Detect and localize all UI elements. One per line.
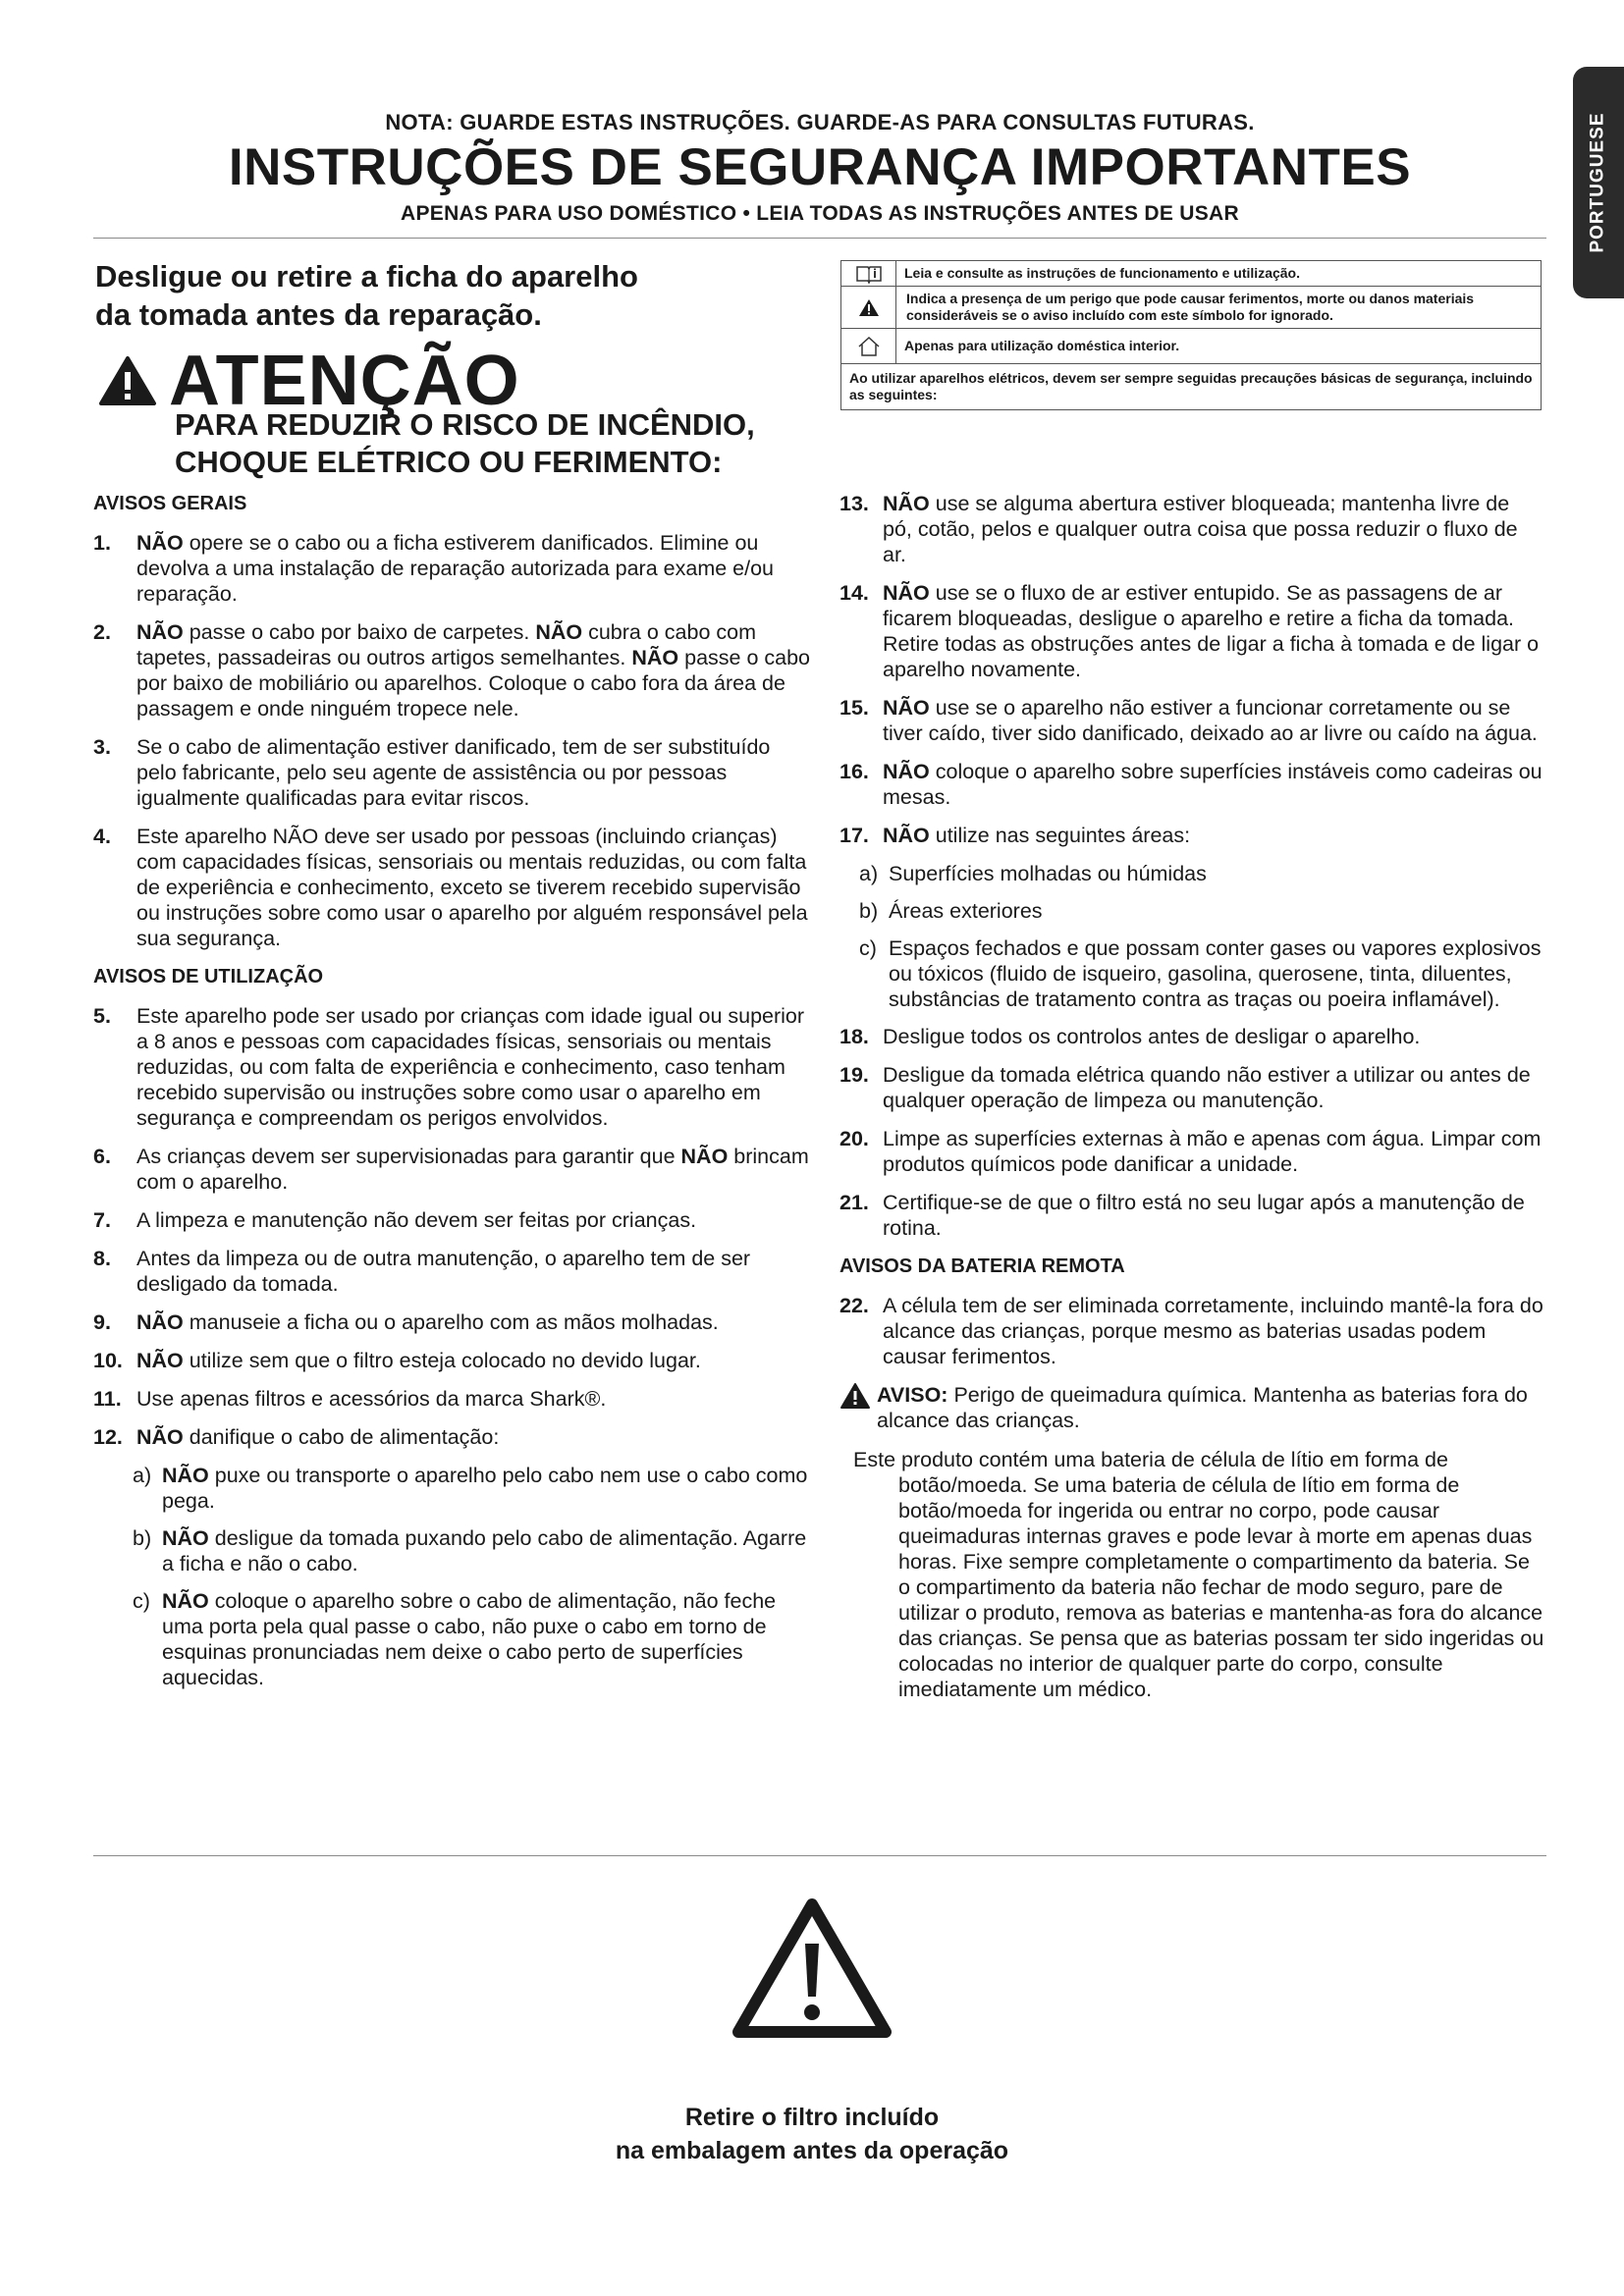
- item-number: 4.: [93, 825, 111, 848]
- item-number: 10.: [93, 1349, 123, 1372]
- item-number: 6.: [93, 1145, 111, 1168]
- item-number: 11.: [93, 1387, 122, 1411]
- item-text: NÃO danifique o cabo de alimentação:: [136, 1425, 500, 1449]
- chemical-burn-warning: [839, 1382, 1544, 1433]
- sub-item-letter: b): [133, 1526, 152, 1550]
- item-text: NÃO use se o fluxo de ar estiver entupido. Se as passagens de ar ficarem bloqueadas, desligue o aparelho e retire a ficha da tomada. Retire todas as obstruções antes de ligar a ficha à tomada e de ligar o aparelho novamente.: [883, 581, 1540, 681]
- item-number: 19.: [839, 1063, 869, 1087]
- language-tab: [1573, 67, 1624, 298]
- list-item: [93, 1144, 810, 1195]
- left-column: [93, 491, 810, 1702]
- header-divider: [93, 238, 1546, 239]
- language-tab-label: PORTUGUESE: [1588, 112, 1608, 253]
- item-number: 17.: [839, 824, 869, 847]
- save-instructions-note: NOTA: GUARDE ESTAS INSTRUÇÕES. GUARDE-AS PARA CONSULTAS FUTURAS.: [385, 110, 1255, 134]
- sub-item: [93, 1588, 810, 1690]
- item-text: Este aparelho pode ser usado por crianças com idade igual ou superior a 8 anos e pessoas com capacidades físicas, sensoriais ou mentais reduzidas, ou com falta de experiência e conhecimento, caso tenham recebido supervisão ou instruções sobre como usar o aparelho em segurança e compreendam os perigos envolvidos.: [136, 1004, 805, 1130]
- warning-subtitle-line-1: PARA REDUZIR O RISCO DE INCÊNDIO,: [175, 407, 755, 442]
- symbol-row-manual: [841, 261, 1541, 287]
- page-title: INSTRUÇÕES DE SEGURANÇA IMPORTANTES: [228, 138, 1412, 196]
- sub-item: [93, 1463, 810, 1514]
- list-item: [839, 759, 1544, 810]
- chemical-burn-text: AVISO: Perigo de queimadura química. Mantenha as baterias fora do alcance das crianças.: [877, 1383, 1528, 1432]
- item-number: 18.: [839, 1025, 869, 1048]
- item-number: 2.: [93, 620, 111, 644]
- symbol-text-manual: Leia e consulte as instruções de funcionamento e utilização.: [904, 265, 1300, 281]
- item-text: Antes da limpeza ou de outra manutenção, o aparelho tem de ser desligado da tomada.: [136, 1247, 751, 1296]
- symbol-text-danger: Indica a presença de um perigo que pode causar ferimentos, morte ou danos materiais consideráveis se o aviso incluído com este símbolo for ignorado.: [906, 291, 1475, 323]
- list-item: [93, 619, 810, 721]
- list-item: [93, 1309, 810, 1335]
- sub-item: [839, 861, 1544, 886]
- list-item: [93, 1207, 810, 1233]
- unplug-notice-line-1: Desligue ou retire a ficha do aparelho: [95, 259, 638, 294]
- list-item: [93, 734, 810, 811]
- item-text: NÃO passe o cabo por baixo de carpetes. NÃO cubra o cabo com tapetes, passadeiras ou outros artigos semelhantes. NÃO passe o cabo por baixo de mobiliário ou aparelhos. Coloque o cabo fora da área de passagem e onde ninguém tropece nele.: [136, 620, 811, 721]
- sub-item-text: NÃO puxe ou transporte o aparelho pelo cabo nem use o cabo como pega.: [162, 1464, 808, 1513]
- sub-item-text: NÃO coloque o aparelho sobre o cabo de alimentação, não feche uma porta pela qual passe o cabo, não puxe o cabo em torno de esquinas pronunciadas nem deixe o cabo perto de superfícies aquecidas.: [162, 1589, 777, 1689]
- warning-subtitle: [175, 406, 755, 481]
- item-text: NÃO use se alguma abertura estiver bloqueada; mantenha livre de pó, cotão, pelos e qualquer outra coisa que possa reduzir o fluxo de ar.: [883, 492, 1518, 566]
- list-item: [839, 823, 1544, 848]
- item-text: NÃO manuseie a ficha ou o aparelho com as mãos molhadas.: [136, 1310, 719, 1334]
- sub-item-letter: a): [859, 862, 879, 885]
- item-number: 3.: [93, 735, 111, 759]
- item-number: 5.: [93, 1004, 111, 1028]
- sub-item-letter: c): [133, 1589, 150, 1613]
- item-text: Desligue todos os controlos antes de desligar o aparelho.: [883, 1025, 1421, 1048]
- item-text: NÃO utilize nas seguintes áreas:: [883, 824, 1191, 847]
- item-text: Use apenas filtros e acessórios da marca Shark®.: [136, 1387, 607, 1411]
- item-text: Desligue da tomada elétrica quando não estiver a utilizar ou antes de qualquer operação de limpeza ou manutenção.: [883, 1063, 1531, 1112]
- symbol-text-indoor: Apenas para utilização doméstica interior.: [904, 338, 1180, 353]
- remove-filter-line-2: na embalagem antes da operação: [615, 2137, 1009, 2164]
- battery-paragraph: Este produto contém uma bateria de célula de lítio em forma de botão/moeda. Se uma bateria de célula de lítio em forma de botão/moeda for ingerida ou entrar no corpo, pode causar queimaduras internas graves e pode levar à morte em apenas duas horas. Fixe sempre completamente o compartimento da bateria. Se o compartimento da bateria não fechar de modo seguro, pare de utilizar o produto, remova as baterias e mantenha-as fora do alcance das crianças. Se pensa que as baterias possam ter sido ingeridas ou colocadas no interior de qualquer parte do corpo, consulte imediatamente um médico.: [853, 1448, 1544, 1701]
- list-item: [839, 695, 1544, 746]
- warning-triangle-icon: [839, 1382, 871, 1410]
- sub-item-letter: b): [859, 899, 879, 923]
- item-number: 8.: [93, 1247, 111, 1270]
- sub-item-text: Áreas exteriores: [889, 899, 1043, 923]
- right-column: [839, 491, 1544, 1702]
- list-item: [93, 824, 810, 951]
- warning-title: ATENÇÃO: [169, 342, 520, 420]
- list-item: [839, 1190, 1544, 1241]
- item-text: As crianças devem ser supervisionadas para garantir que NÃO brincam com o aparelho.: [136, 1145, 809, 1194]
- symbols-table: [840, 260, 1542, 410]
- list-item: [839, 1062, 1544, 1113]
- warning-triangle-icon: [841, 287, 896, 328]
- item-number: 12.: [93, 1425, 123, 1449]
- item-text: NÃO coloque o aparelho sobre superfícies instáveis como cadeiras ou mesas.: [883, 760, 1543, 809]
- symbols-footer-text: Ao utilizar aparelhos elétricos, devem ser sempre seguidas precauções básicas de segurança, incluindo as seguintes:: [849, 370, 1533, 402]
- list-item: [839, 580, 1544, 682]
- symbol-row-footer: [841, 364, 1541, 409]
- item-text: A célula tem de ser eliminada corretamente, incluindo mantê-la fora do alcance das crianças, porque mesmo as baterias usadas podem causar ferimentos.: [883, 1294, 1543, 1368]
- item-number: 20.: [839, 1127, 869, 1150]
- section-general-warnings: AVISOS GERAIS: [93, 493, 247, 514]
- sub-item-letter: a): [133, 1464, 152, 1487]
- list-item: [93, 1003, 810, 1131]
- warning-triangle-icon: [729, 1895, 895, 2042]
- unplug-notice: [95, 257, 638, 334]
- sub-item-letter: c): [859, 936, 877, 960]
- house-icon: [841, 329, 896, 363]
- item-number: 1.: [93, 531, 111, 555]
- footer-divider: [93, 1855, 1546, 1856]
- list-item: [839, 491, 1544, 567]
- list-item: [839, 1126, 1544, 1177]
- item-text: Certifique-se de que o filtro está no seu lugar após a manutenção de rotina.: [883, 1191, 1525, 1240]
- sub-item: [839, 935, 1544, 1012]
- item-number: 7.: [93, 1208, 111, 1232]
- item-number: 15.: [839, 696, 869, 720]
- symbol-row-indoor: [841, 329, 1541, 364]
- list-item: [93, 530, 810, 607]
- sub-item-text: NÃO desligue da tomada puxando pelo cabo de alimentação. Agarre a ficha e não o cabo.: [162, 1526, 807, 1575]
- warning-triangle-icon: [98, 355, 157, 406]
- list-item: [93, 1424, 810, 1450]
- unplug-notice-line-2: da tomada antes da reparação.: [95, 297, 542, 332]
- item-text: A limpeza e manutenção não devem ser feitas por crianças.: [136, 1208, 697, 1232]
- item-text: Este aparelho NÃO deve ser usado por pessoas (incluindo crianças) com capacidades físicas, sensoriais ou mentais reduzidas, ou com falta de experiência e conhecimento, exceto se tiverem recebido supervisão ou instruções sobre como usar o aparelho por alguém responsável pela sua segurança.: [136, 825, 808, 950]
- list-item: [93, 1246, 810, 1297]
- page-subtitle: APENAS PARA USO DOMÉSTICO • LEIA TODAS AS INSTRUÇÕES ANTES DE USAR: [400, 202, 1239, 225]
- warning-subtitle-line-2: CHOQUE ELÉTRICO OU FERIMENTO:: [175, 445, 723, 479]
- remove-filter-notice: [0, 2101, 1624, 2167]
- remove-filter-line-1: Retire o filtro incluído: [684, 2104, 940, 2131]
- item-number: 16.: [839, 760, 869, 783]
- symbol-row-danger: [841, 287, 1541, 329]
- list-item: [93, 1386, 810, 1412]
- sub-item: [839, 898, 1544, 924]
- sub-item-text: Superfícies molhadas ou húmidas: [889, 862, 1207, 885]
- manual-book-icon: [841, 261, 896, 286]
- item-text: NÃO utilize sem que o filtro esteja colocado no devido lugar.: [136, 1349, 701, 1372]
- item-text: Limpe as superfícies externas à mão e apenas com água. Limpar com produtos químicos pode danificar a unidade.: [883, 1127, 1542, 1176]
- section-usage-warnings: AVISOS DE UTILIZAÇÃO: [93, 966, 324, 988]
- sub-item-text: Espaços fechados e que possam conter gases ou vapores explosivos ou tóxicos (fluido de isqueiro, gasolina, querosene, tinta, diluentes, substâncias de tratamento contra as traças ou poeira inflamável).: [889, 936, 1542, 1011]
- section-battery-warnings: AVISOS DA BATERIA REMOTA: [839, 1255, 1125, 1277]
- item-text: Se o cabo de alimentação estiver danificado, tem de ser substituído pelo fabricante, pelo seu agente de assistência ou por pessoas igualmente qualificadas para evitar riscos.: [136, 735, 771, 810]
- item-text: NÃO use se o aparelho não estiver a funcionar corretamente ou se tiver caído, tiver sido danificado, deixado ao ar livre ou caído na água.: [883, 696, 1538, 745]
- item-number: 13.: [839, 492, 869, 515]
- list-item: [839, 1024, 1544, 1049]
- item-text: NÃO opere se o cabo ou a ficha estiverem danificados. Elimine ou devolva a uma instalação de reparação autorizada para exame e/ou reparação.: [136, 531, 774, 606]
- item-number: 14.: [839, 581, 869, 605]
- item-number: 22.: [839, 1294, 869, 1317]
- list-item: [839, 1293, 1544, 1369]
- list-item: [93, 1348, 810, 1373]
- item-number: 9.: [93, 1310, 111, 1334]
- item-number: 21.: [839, 1191, 869, 1214]
- sub-item: [93, 1525, 810, 1576]
